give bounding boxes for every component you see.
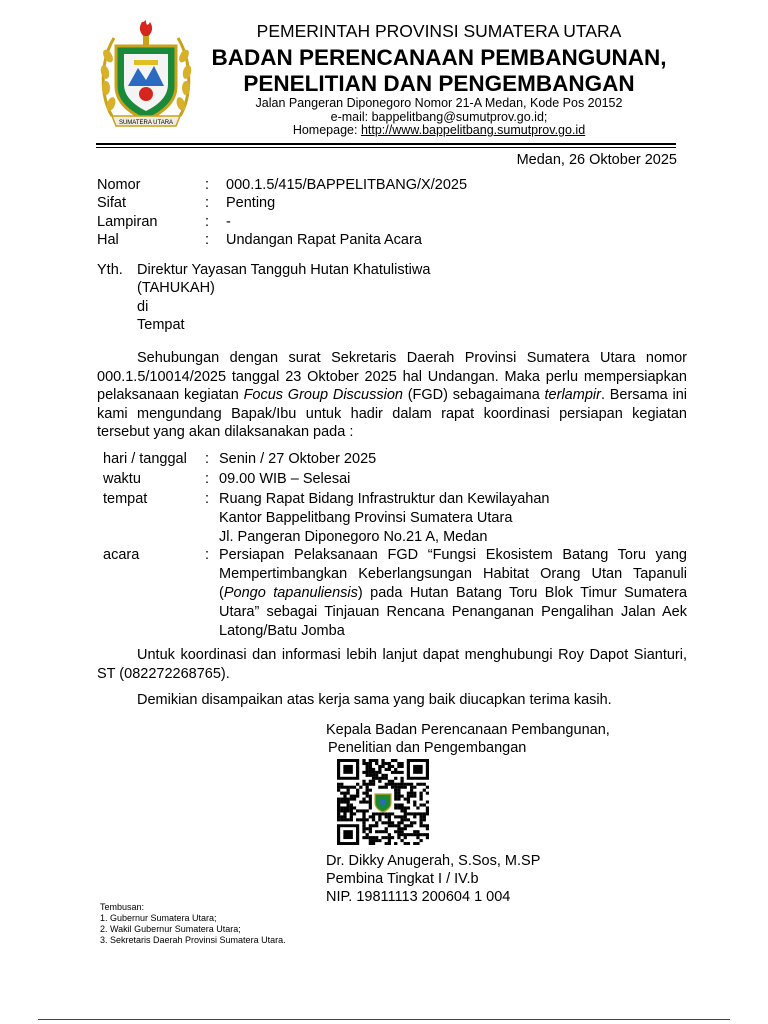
detail-label-agenda: acara bbox=[103, 547, 140, 563]
detail-value-place-line: Jl. Pangeran Diponegoro No.21 A, Medan bbox=[219, 529, 488, 545]
detail-label-time: waktu bbox=[103, 471, 141, 487]
detail-label-place: tempat bbox=[103, 491, 148, 507]
recipient-prefix: Yth. bbox=[97, 262, 123, 278]
letterhead-rule-thin bbox=[96, 147, 676, 148]
meta-value-sifat: Penting bbox=[226, 195, 276, 211]
tembusan-item: 2. Wakil Gubernur Sumatera Utara; bbox=[100, 924, 241, 934]
detail-value-place-line: Kantor Bappelitbang Provinsi Sumatera Utara bbox=[219, 510, 513, 526]
tembusan-item: 1. Gubernur Sumatera Utara; bbox=[100, 913, 217, 923]
meta-colon: : bbox=[205, 177, 210, 193]
recipient-line: di bbox=[137, 299, 149, 315]
homepage-link[interactable]: http://www.bappelitbang.sumutprov.go.id bbox=[360, 123, 586, 137]
letterhead-agency-line2: PENELITIAN DAN PENGEMBANGAN bbox=[243, 71, 635, 96]
detail-colon: : bbox=[205, 451, 210, 467]
signature-rank: Pembina Tingkat I / IV.b bbox=[326, 871, 479, 887]
footer-rule bbox=[38, 1019, 730, 1020]
letter-date: Medan, 26 Oktober 2025 bbox=[516, 152, 677, 168]
signature-title-line1: Kepala Badan Perencanaan Pembangunan, bbox=[326, 722, 610, 738]
signature-name: Dr. Dikky Anugerah, S.Sos, M.SP bbox=[326, 853, 541, 869]
agenda-text: Persiapan Pelaksanaan FGD “Fungsi Ekosistem Batang Toru yang Mempertimbangkan Keberlangsungan Habitat Orang Utan Tapanuli ( bbox=[219, 547, 687, 601]
body-text: Sehubungan dengan surat Sekretaris Daerah Provinsi Sumatera Utara nomor 000.1.5/10014/2025 tanggal 23 Oktober 2025 hal Undangan. Maka perlu mempersiapkan pelaksanaan kegiatan bbox=[97, 350, 687, 403]
agenda-text-italic: Pongo tapanuliensis bbox=[223, 585, 358, 601]
meta-colon: : bbox=[205, 214, 210, 230]
meta-value-nomor: 000.1.5/415/BAPPELITBANG/X/2025 bbox=[226, 177, 468, 193]
detail-colon: : bbox=[205, 471, 210, 487]
meta-label-nomor: Nomor bbox=[97, 177, 141, 193]
recipient-line: Tempat bbox=[137, 317, 185, 333]
body-text: . Bersama ini kami mengundang Bapak/Ibu untuk hadir dalam rapat koordinasi persiapan kegiatan tersebut yang akan dilaksanakan pada : bbox=[97, 387, 687, 440]
meta-label-hal: Hal bbox=[97, 232, 119, 248]
meta-label-sifat: Sifat bbox=[97, 195, 127, 211]
recipient-line: Direktur Yayasan Tangguh Hutan Khatulistiwa bbox=[137, 262, 431, 278]
body-paragraph-2: Untuk koordinasi dan informasi lebih lanjut dapat menghubungi Roy Dapot Sianturi, ST (082272268765). bbox=[97, 647, 687, 682]
tembusan-item: 3. Sekretaris Daerah Provinsi Sumatera Utara. bbox=[100, 935, 286, 945]
qr-code-signature bbox=[337, 759, 429, 845]
letterhead-homepage bbox=[200, 123, 678, 137]
svg-text:SUMATERA UTARA: SUMATERA UTARA bbox=[118, 120, 174, 126]
detail-value-agenda bbox=[219, 546, 687, 641]
recipient-line: (TAHUKAH) bbox=[137, 280, 215, 296]
body-text-italic: terlampir bbox=[544, 387, 601, 403]
meta-colon: : bbox=[205, 232, 210, 248]
body-paragraph-1 bbox=[97, 349, 687, 442]
signature-nip: NIP. 19811113 200604 1 004 bbox=[326, 889, 511, 905]
tembusan-heading: Tembusan: bbox=[100, 902, 145, 912]
detail-value-day: Senin / 27 Oktober 2025 bbox=[219, 451, 377, 467]
letterhead-rule-thick bbox=[96, 143, 676, 145]
province-emblem-logo bbox=[98, 16, 194, 132]
meta-value-hal: Undangan Rapat Panita Acara bbox=[226, 232, 422, 248]
letterhead-government: PEMERINTAH PROVINSI SUMATERA UTARA bbox=[256, 21, 622, 41]
homepage-label: Homepage: bbox=[292, 123, 361, 137]
meta-value-lampiran: - bbox=[226, 214, 231, 230]
body-text: (FGD) sebagaimana bbox=[402, 387, 545, 403]
letterhead-email: e-mail: bappelitbang@sumutprov.go.id; bbox=[330, 110, 548, 124]
letterhead-agency-line1: BADAN PERENCANAAN PEMBANGUNAN, bbox=[211, 45, 667, 70]
body-paragraph-3: Demikian disampaikan atas kerja sama yang baik diucapkan terima kasih. bbox=[137, 692, 612, 708]
detail-colon: : bbox=[205, 547, 210, 563]
detail-value-time: 09.00 WIB – Selesai bbox=[219, 471, 351, 487]
body-text-italic: Focus Group Discussion bbox=[243, 387, 403, 403]
detail-label-day: hari / tanggal bbox=[103, 451, 187, 467]
agenda-text: ) pada Hutan Batang Toru Blok Timur Sumatera Utara” sebagai Tinjauan Rencana Penanganan Pengalihan Jalan Aek Latong/Batu Jomba bbox=[219, 585, 688, 639]
signature-title-line2: Penelitian dan Pengembangan bbox=[328, 740, 527, 756]
letterhead-address: Jalan Pangeran Diponegoro Nomor 21-A Medan, Kode Pos 20152 bbox=[255, 96, 623, 110]
meta-colon: : bbox=[205, 195, 210, 211]
meta-label-lampiran: Lampiran bbox=[97, 214, 158, 230]
detail-colon: : bbox=[205, 491, 210, 507]
detail-value-place-line: Ruang Rapat Bidang Infrastruktur dan Kewilayahan bbox=[219, 491, 550, 507]
